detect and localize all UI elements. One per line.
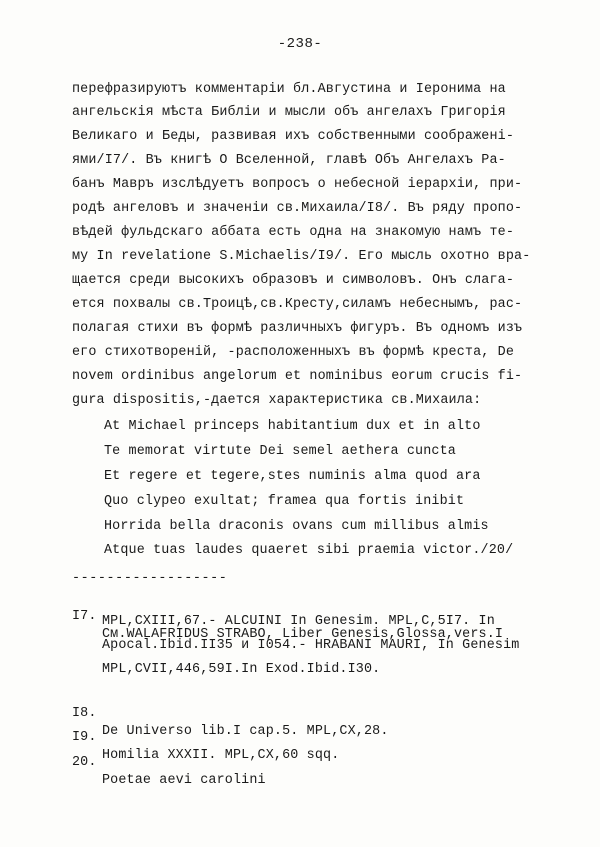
page-number: -238- <box>277 36 323 52</box>
body-line: ется похвалы св.Троицѣ,св.Кресту,силамъ небеснымъ, рас- <box>72 297 523 312</box>
body-line: его стихотворенiй, -расположенныхъ въ формѣ креста, De <box>72 345 515 360</box>
body-line: банъ Мавръ изслѣдуетъ вопросъ о небесной iерархiи, при- <box>72 177 523 192</box>
body-line: Великаго и Беды, развивая ихъ собственными соображенi- <box>72 129 515 144</box>
footnote-number: 20. <box>72 755 97 770</box>
verse-line: Quo clypeo exultat; framea qua fortis inibit <box>104 494 465 509</box>
body-line: ями/I7/. Въ книгѣ О Вселенной, главѣ Объ Ангелахъ Ра- <box>72 153 506 168</box>
body-line: ангельскiя мѣста Библiи и мысли объ ангелахъ Григорiя <box>72 105 506 120</box>
footnote-text: Apocal.Ibid.II35 и I054.- HRABANI MAURI, In Genesim <box>102 638 520 653</box>
footnote-text: MPL,CVII,446,59I.In Exod.Ibid.I30. <box>102 662 381 677</box>
body-line: му In revelatione S.Michaelis/I9/. Его мысль охотно вра- <box>72 249 531 264</box>
footnote-text: MPL,CXIII,67.- ALCUINI In Genesim. MPL,C,5I7. In <box>102 614 495 629</box>
footnote-text: Homilia XXXII. MPL,CX,60 sqq. <box>102 748 340 763</box>
footnote-separator: ------------------ <box>72 571 228 586</box>
body-line: родѣ ангеловъ и значенiи св.Михаила/I8/. Въ ряду пропо- <box>72 201 523 216</box>
body-line: gura dispositis,-дается характеристика св.Михаила: <box>72 393 482 408</box>
body-line: вѣдей фульдскаго аббата есть одна на знакомую намъ те- <box>72 225 515 240</box>
verse-line: Atque tuas laudes quaeret sibi praemia victor./20/ <box>104 543 514 558</box>
body-line: полагая стихи въ формѣ различныхъ фигуръ. Въ одномъ изъ <box>72 321 523 336</box>
verse-line: Te memorat virtute Dei semel aethera cuncta <box>104 444 456 459</box>
footnote-number: I7. <box>72 609 97 624</box>
verse-line: At Michael princeps habitantium dux et in alto <box>104 419 481 434</box>
body-line: перефразируютъ комментарiи бл.Августина и Iеронима на <box>72 82 506 97</box>
body-line: novem ordinibus angelorum et nominibus eorum crucis fi- <box>72 369 523 384</box>
footnote-number: I8. <box>72 706 97 721</box>
footnote-text: De Universo lib.I cap.5. MPL,CX,28. <box>102 724 389 739</box>
verse-line: Horrida bella draconis ovans cum millibus almis <box>104 519 489 534</box>
verse-line: Et regere et tegere,stes numinis alma quod ara <box>104 469 481 484</box>
footnote-text: Poetae aevi carolini <box>102 773 266 788</box>
body-line: щается среди высокихъ образовъ и символовъ. Онъ слага- <box>72 273 515 288</box>
footnote-text: См.WALAFRIDUS STRABO, Liber Genesis,Glossa,vers.I <box>102 627 504 642</box>
footnote-number: I9. <box>72 730 97 745</box>
